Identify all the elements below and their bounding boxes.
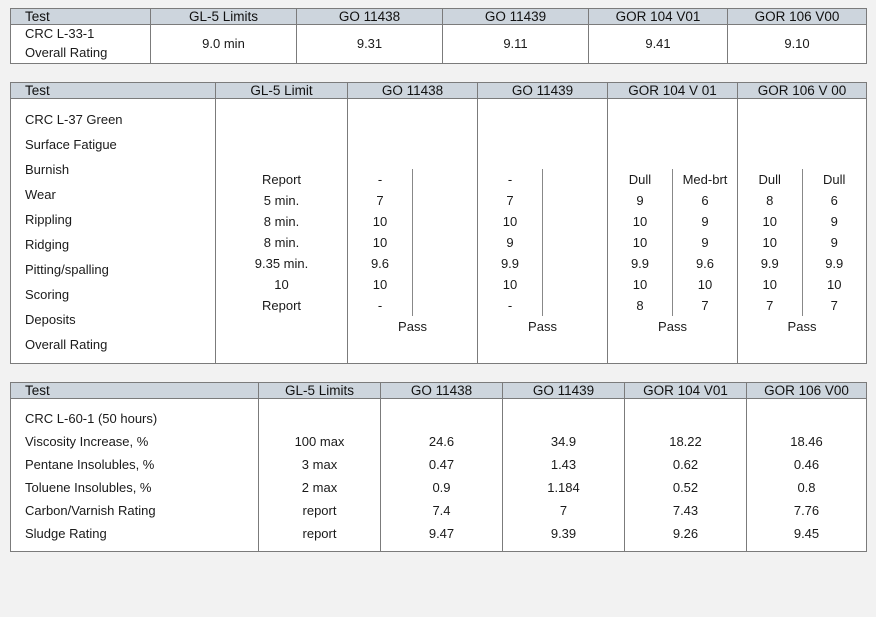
value: 0.9 [432, 479, 451, 495]
value: 7 [559, 502, 568, 518]
table-body-row [11, 398, 867, 551]
column-header-gor106: GOR 106 V00 [747, 382, 867, 398]
row-label: Sludge Rating [25, 525, 107, 541]
value-left: 8 [636, 297, 644, 313]
value-left: 10 [372, 234, 388, 250]
cell-test-labels [11, 398, 259, 551]
value-overall: Pass [787, 318, 817, 334]
value-limit: 9.35 min. [254, 255, 309, 271]
value-left: 9 [636, 192, 644, 208]
cell-go11438 [348, 98, 478, 363]
cell-go11439: 9.11 [443, 25, 589, 64]
value-right [542, 274, 607, 295]
value: 1.184 [547, 479, 580, 495]
value-left: 10 [372, 213, 388, 229]
value-limit: 8 min. [263, 213, 300, 229]
value-left: - [507, 297, 513, 313]
value-left: 10 [372, 276, 388, 292]
value-right: 9 [672, 232, 737, 253]
value-limit: 5 min. [263, 192, 300, 208]
value: 7.43 [672, 502, 699, 518]
value-limit-overall [216, 316, 347, 337]
value-left: Dull [628, 171, 652, 187]
cell-gor104 [608, 98, 738, 363]
value-right: 9 [802, 211, 867, 232]
value: 0.52 [672, 479, 699, 495]
value-left: 7 [376, 192, 384, 208]
column-header-gor104: GOR 104 V01 [625, 382, 747, 398]
cell-gor104 [625, 398, 747, 551]
value-left: 10 [762, 213, 777, 229]
value-left: 10 [632, 234, 648, 250]
value-left: 9.9 [500, 255, 520, 271]
value-overall: Pass [658, 318, 687, 334]
value-left: 10 [762, 234, 777, 250]
column-header-go11438: GO 11438 [297, 9, 443, 25]
value: 0.46 [793, 456, 820, 472]
section-title-line1: CRC L-37 Green [25, 111, 123, 127]
cell-gor104: 9.41 [589, 25, 728, 64]
row-label-line1: CRC L-33-1 [25, 26, 95, 41]
value-right: 6 [802, 190, 867, 211]
table-row [11, 25, 867, 64]
row-label: Pentane Insolubles, % [25, 456, 155, 472]
value-left: 10 [632, 276, 648, 292]
value-left: - [377, 171, 383, 187]
row-label-crc-l33-1 [11, 25, 151, 64]
value-overall: Pass [528, 318, 557, 334]
value: 0.47 [428, 456, 455, 472]
value: 0.62 [672, 456, 699, 472]
value-right [412, 232, 477, 253]
column-header-go11438: GO 11438 [348, 82, 478, 98]
cell-gl5-limits [259, 398, 381, 551]
column-header-test: Test [11, 382, 259, 398]
value-right [542, 169, 607, 190]
value-left: 9.9 [760, 255, 779, 271]
row-label: Toluene Insolubles, % [25, 479, 152, 495]
column-header-limit: GL-5 Limit [216, 82, 348, 98]
row-label: Carbon/Varnish Rating [25, 502, 156, 518]
value-limit: report [302, 502, 337, 518]
value-limit: 100 max [294, 433, 345, 449]
cell-limit: 9.0 min [151, 25, 297, 64]
column-header-limits: GL-5 Limits [151, 9, 297, 25]
cell-gor106 [738, 98, 867, 363]
value: 34.9 [550, 433, 577, 449]
column-header-gor106: GOR 106 V 00 [738, 82, 867, 98]
value: 9.45 [793, 525, 820, 541]
column-header-limits: GL-5 Limits [259, 382, 381, 398]
column-header-test: Test [11, 9, 151, 25]
value-right [412, 295, 477, 316]
value-left: 10 [762, 276, 777, 292]
row-label-line2: Overall Rating [25, 44, 108, 60]
value-limit: 2 max [301, 479, 338, 495]
value: 18.22 [669, 433, 702, 449]
value: 7.76 [793, 502, 820, 518]
value-right [542, 232, 607, 253]
value: 9.39 [550, 525, 577, 541]
column-header-go11438: GO 11438 [381, 382, 503, 398]
value-limit: report [302, 525, 337, 541]
column-header-go11439: GO 11439 [478, 82, 608, 98]
cell-go11439 [503, 398, 625, 551]
value-left: 10 [502, 276, 518, 292]
value-right [412, 211, 477, 232]
value-right: 10 [672, 274, 737, 295]
cell-gor106: 9.10 [728, 25, 867, 64]
column-header-gor106: GOR 106 V00 [728, 9, 867, 25]
column-header-test: Test [11, 82, 216, 98]
value-left: 9 [506, 234, 514, 250]
value-left: 7 [766, 297, 774, 313]
cell-go11439 [478, 98, 608, 363]
value-right: Dull [802, 169, 867, 190]
value-left: 8 [766, 192, 774, 208]
column-header-go11439: GO 11439 [503, 382, 625, 398]
value-right: 9.6 [672, 253, 737, 274]
table-header-row [11, 9, 867, 25]
value-limit: 3 max [301, 456, 338, 472]
value-right: 9 [802, 232, 867, 253]
value-left: Dull [758, 171, 781, 187]
value: 0.8 [797, 479, 816, 495]
section-title-line2: Surface Fatigue [25, 136, 117, 152]
value-left: 9.9 [630, 255, 650, 271]
column-header-gor104: GOR 104 V01 [589, 9, 728, 25]
cell-test-labels [11, 98, 216, 363]
value-limit: 8 min. [263, 234, 300, 250]
row-label: Viscosity Increase, % [25, 433, 149, 449]
value-left: 9.6 [370, 255, 390, 271]
value-right: 7 [672, 295, 737, 316]
table-l60-1 [10, 382, 867, 552]
value-overall: Pass [398, 318, 427, 334]
column-header-gor104: GOR 104 V 01 [608, 82, 738, 98]
row-label: Ridging [25, 236, 70, 252]
value-right [542, 190, 607, 211]
table-body-row [11, 98, 867, 363]
value: 9.26 [672, 525, 699, 541]
table-header-row [11, 82, 867, 98]
table-l33-1 [10, 8, 867, 64]
section-title: CRC L-60-1 (50 hours) [25, 410, 158, 426]
row-label: Burnish [25, 161, 70, 177]
value-left: - [377, 297, 383, 313]
value-left: 10 [632, 213, 648, 229]
cell-go11438: 9.31 [297, 25, 443, 64]
cell-go11438 [381, 398, 503, 551]
value-right: Med-brt [672, 169, 737, 190]
value-limit: Report [261, 297, 302, 313]
value-right: 9 [672, 211, 737, 232]
value-right [412, 274, 477, 295]
value-right: 9.9 [802, 253, 867, 274]
table-l37-green [10, 82, 867, 364]
cell-gor106 [747, 398, 867, 551]
table-header-row [11, 382, 867, 398]
value-left: 7 [506, 192, 514, 208]
value-right [542, 253, 607, 274]
row-label: Rippling [25, 211, 72, 227]
value: 7.4 [432, 502, 451, 518]
value-right: 7 [802, 295, 867, 316]
row-label: Scoring [25, 286, 70, 302]
row-label: Pitting/spalling [25, 261, 109, 277]
cell-gl5-limits [216, 98, 348, 363]
value-right: 10 [802, 274, 867, 295]
value-left: - [507, 171, 513, 187]
column-header-go11439: GO 11439 [443, 9, 589, 25]
value-left: 10 [502, 213, 518, 229]
value-right: 6 [672, 190, 737, 211]
value: 9.47 [428, 525, 455, 541]
row-label: Deposits [25, 311, 76, 327]
row-label: Wear [25, 186, 56, 202]
value-right [412, 190, 477, 211]
value: 24.6 [428, 433, 455, 449]
value: 1.43 [550, 456, 577, 472]
value-limit: 10 [274, 276, 289, 292]
row-label-overall: Overall Rating [25, 336, 108, 352]
value-right [412, 253, 477, 274]
value-right [542, 211, 607, 232]
value-right [542, 295, 607, 316]
value-right [412, 169, 477, 190]
value: 18.46 [790, 433, 823, 449]
value-limit: Report [261, 171, 302, 187]
